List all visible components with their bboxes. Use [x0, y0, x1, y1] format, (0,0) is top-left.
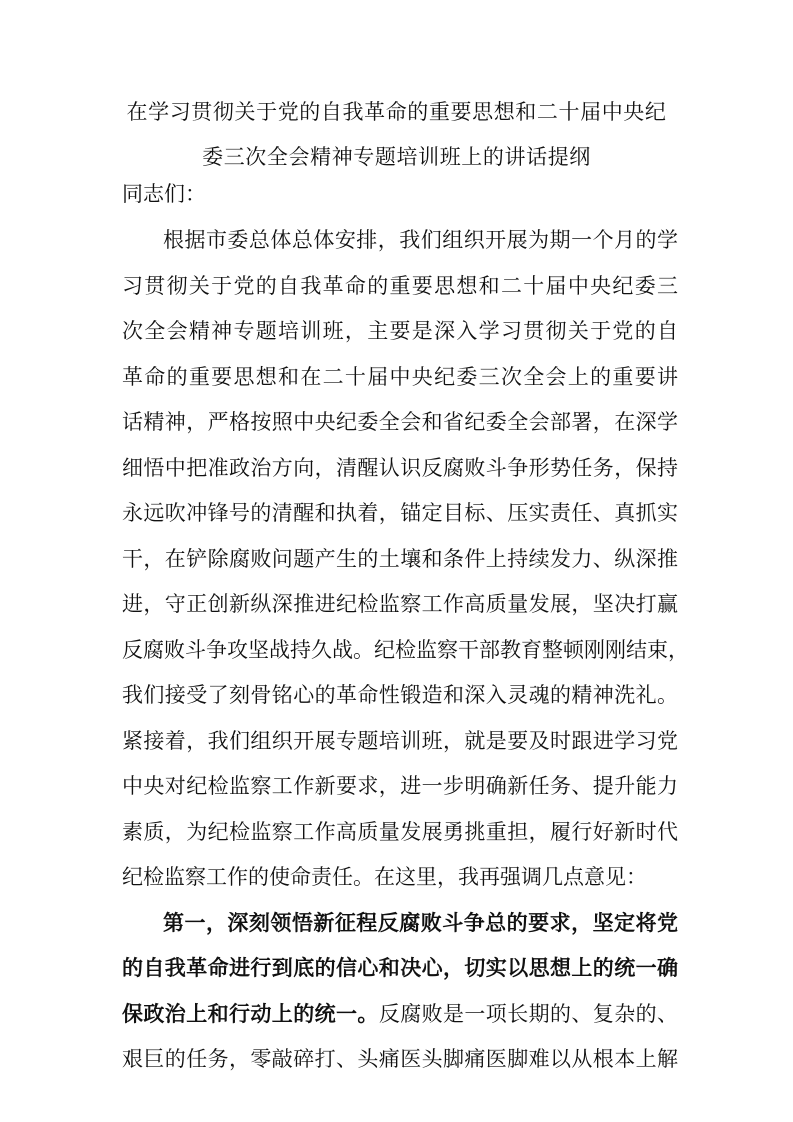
paragraph-2-heading-line: 第一，深刻领悟新征程反腐败斗争总的要求，坚定将党 [163, 911, 678, 935]
document-title-line-1: 在学习贯彻关于党的自我革命的重要思想和二十届中央纪 [126, 100, 667, 124]
paragraph-2-heading-line: 的自我革命进行到底的信心和决心，切实以思想上的统一确 [122, 956, 678, 980]
paragraph-1-line: 纪检监察工作的使命责任。在这里，我再强调几点意见： [122, 865, 647, 889]
paragraph-1-line: 素质，为纪检监察工作高质量发展勇挑重担，履行好新时代 [122, 820, 678, 844]
paragraph-1-line: 进，守正创新纵深推进纪检监察工作高质量发展，坚决打赢 [122, 592, 678, 616]
salutation: 同志们： [122, 182, 206, 206]
paragraph-1-line: 次全会精神专题培训班，主要是深入学习贯彻关于党的自 [122, 319, 678, 343]
paragraph-1-line: 反腐败斗争攻坚战持久战。纪检监察干部教育整顿刚刚结束， [122, 638, 689, 662]
paragraph-2-heading-end: 保政治上和行动上的统一。 [122, 1002, 379, 1026]
document-title-line-2: 委三次全会精神专题培训班上的讲话提纲 [202, 145, 591, 169]
paragraph-1-line: 革命的重要思想和在二十届中央纪委三次全会上的重要讲 [122, 365, 678, 389]
paragraph-1-line: 习贯彻关于党的自我革命的重要思想和二十届中央纪委三 [122, 274, 678, 298]
paragraph-2-body-start: 反腐败是一项长期的、复杂的、 [378, 1002, 679, 1026]
paragraph-1-line: 干，在铲除腐败问题产生的土壤和条件上持续发力、纵深推 [122, 547, 678, 571]
paragraph-1-line: 永远吹冲锋号的清醒和执着，锚定目标、压实责任、真抓实 [122, 501, 678, 525]
paragraph-1-line: 中央对纪检监察工作新要求，进一步明确新任务、提升能力 [122, 774, 678, 798]
paragraph-2-body-line: 艰巨的任务，零敲碎打、头痛医头脚痛医脚难以从根本上解 [122, 1047, 678, 1071]
paragraph-1-line: 话精神，严格按照中央纪委全会和省纪委全会部署，在深学 [122, 410, 678, 434]
paragraph-2-mixed-line [122, 998, 678, 1028]
paragraph-1-line: 我们接受了刻骨铭心的革命性锻造和深入灵魂的精神洗礼。 [122, 683, 678, 707]
paragraph-1-line: 根据市委总体总体安排，我们组织开展为期一个月的学 [163, 228, 678, 252]
paragraph-1-line: 紧接着，我们组织开展专题培训班，就是要及时跟进学习党 [122, 729, 678, 753]
paragraph-1-line: 细悟中把准政治方向，清醒认识反腐败斗争形势任务，保持 [122, 456, 678, 480]
